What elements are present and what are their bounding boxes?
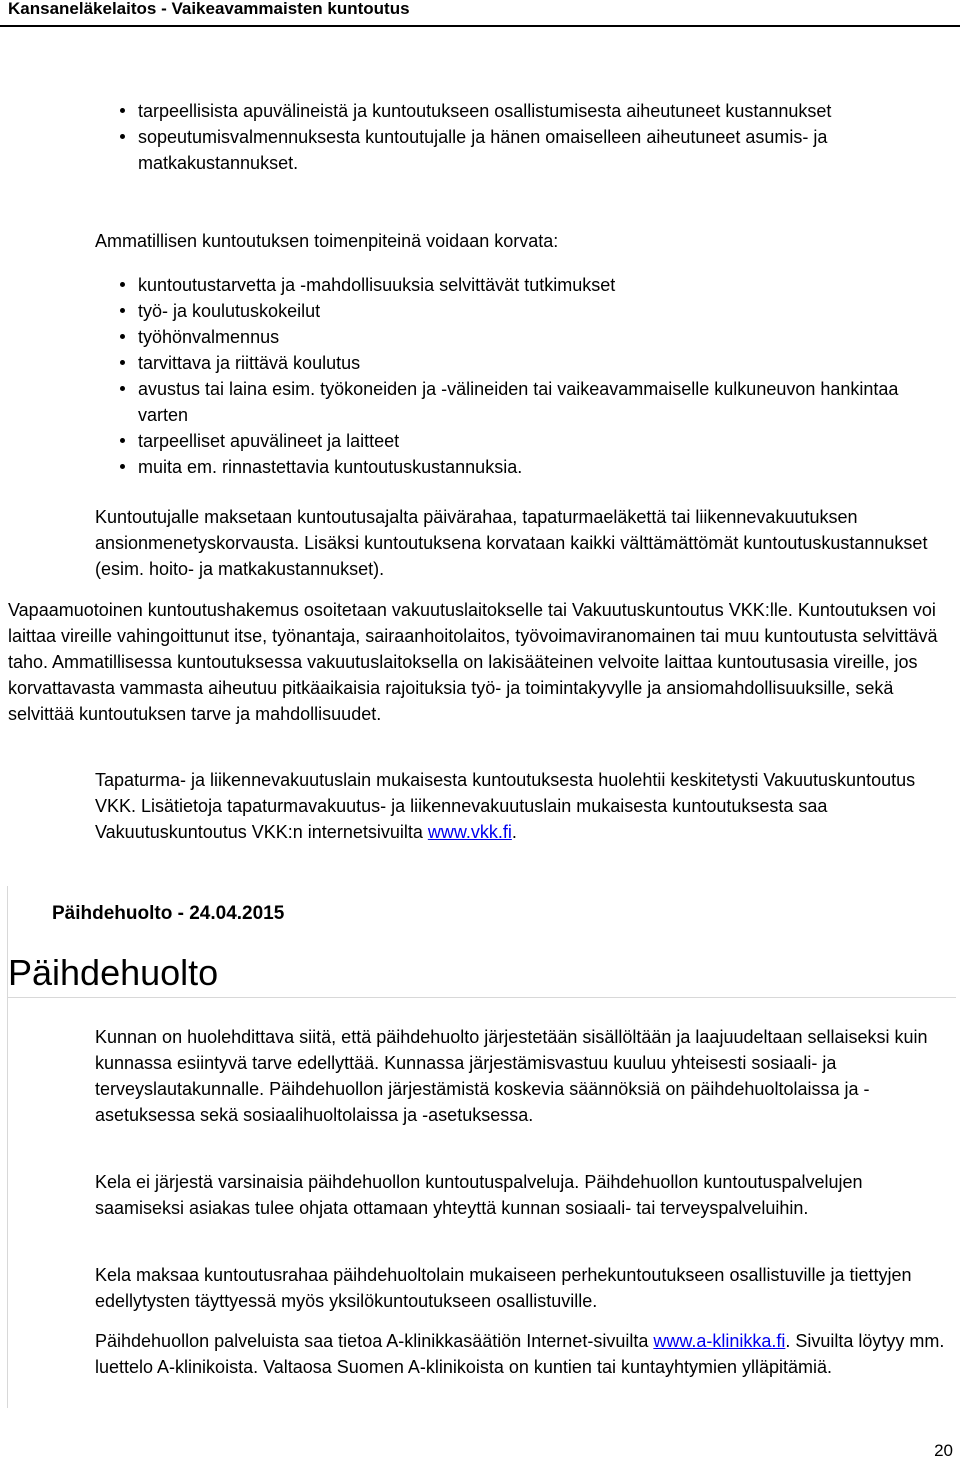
paihdehuolto-paragraph-1: Kunnan on huolehdittava siitä, että päihdehuolto järjestetään sisällöltään ja laajuudeltaan sellaiseksi kuin kunnassa esiintyvä tarve edellyttää. Kunnassa järjestämisvastuu kuuluu yhteisesti sosiaali- ja terveyslautakunnalle. Päihdehuollon järjestämistä koskevia säännöksiä on päihdehuoltolaissa ja -asetuksessa sekä sosiaalihuoltolaissa ja -asetuksessa.: [95, 1027, 928, 1125]
section-subtitle: Päihdehuolto - 24.04.2015: [52, 903, 285, 924]
list-item: avustus tai laina esim. työkoneiden ja -välineiden tai vaikeavammaiselle kulkuneuvon hankintaa varten: [138, 376, 953, 428]
list-item: kuntoutustarvetta ja -mahdollisuuksia selvittävät tutkimukset: [138, 272, 953, 298]
ammatillinen-intro: Ammatillisen kuntoutuksen toimenpiteinä voidaan korvata:: [95, 231, 559, 251]
list-item: tarvittava ja riittävä koulutus: [138, 350, 953, 376]
list-item: työ- ja koulutuskokeilut: [138, 298, 953, 324]
section-divider: [8, 997, 956, 998]
vapaamuotoinen-paragraph: Vapaamuotoinen kuntoutushakemus osoitetaan vakuutuslaitokselle tai Vakuutuskuntoutus VKK:lle. Kuntoutuksen voi laittaa vireille vahingoittunut itse, työnantaja, sairaanhoitolaitos, työvoimaviranomainen tai muu kuntoutusta selvittävä taho. Ammatillisessa kuntoutuksessa vakuutuslaitoksella on lakisääteinen velvoite laittaa kuntoutusasia vireille, jos korvattavasta vammasta aiheutuu pitkäaikaisia rajoituksia työ- ja toimintakyvylle ja ansiomahdollisuuksille, sekä selvittää kuntoutuksen tarve ja mahdollisuudet.: [8, 600, 938, 724]
ammatillinen-bullet-list: [138, 272, 953, 480]
paihdehuolto-paragraph-2: Kela ei järjestä varsinaisia päihdehuollon kuntoutuspalveluja. Päihdehuollon kuntoutuspalvelujen saamiseksi asiakas tulee ohjata ottamaan yhteyttä kunnan sosiaali- tai terveyspalveluihin.: [95, 1172, 863, 1218]
header-divider: [0, 25, 960, 27]
vkk-link[interactable]: www.vkk.fi: [427, 822, 512, 842]
tapaturma-text: Tapaturma- ja liikennevakuutuslain mukaisesta kuntoutuksesta huolehtii keskitetysti Vakuutuskuntoutus VKK. Lisätietoja tapaturmavakuutus- ja liikennevakuutuslain mukaisesta kuntoutuksesta saa Vakuutuskuntoutus VKK:n internetsivuilta: [95, 770, 916, 842]
list-item: tarpeellisista apuvälineistä ja kuntoutukseen osallistumisesta aiheutuneet kustannukset: [138, 98, 953, 124]
page-number: 20: [934, 1441, 953, 1460]
paivaraha-paragraph: Kuntoutujalle maksetaan kuntoutusajalta päivärahaa, tapaturmaeläkettä tai liikennevakuutuksen ansionmenetyskorvausta. Lisäksi kuntoutuksena korvataan kaikki välttämättömät kuntoutuskustannukset (esim. hoito- ja matkakustannukset).: [95, 507, 928, 579]
page-header-title: Kansaneläkelaitos - Vaikeavammaisten kuntoutus: [8, 0, 410, 18]
section-title: Päihdehuolto: [8, 952, 219, 993]
p4-end: . Sivuilta löytyy mm. luettelo A-klinikoista. Valtaosa Suomen A-klinikoista on kuntien tai kuntayhtymien ylläpitämiä.: [95, 1331, 945, 1377]
list-item: sopeutumisvalmennuksesta kuntoutujalle ja hänen omaiselleen aiheutuneet asumis- ja matkakustannukset.: [138, 124, 953, 176]
paihdehuolto-paragraph-4: [95, 1328, 955, 1380]
tapaturma-paragraph: [95, 767, 955, 845]
p4-text: Päihdehuollon palveluista saa tietoa A-klinikkasäätiön Internet-sivuilta: [95, 1331, 654, 1351]
paihdehuolto-paragraph-3: Kela maksaa kuntoutusrahaa päihdehuoltolain mukaiseen perhekuntoutukseen osallistuville ja tiettyjen edellytysten täyttyessä myös yksilökuntoutukseen osallistuville.: [95, 1265, 912, 1311]
tapaturma-end: .: [511, 822, 517, 842]
a-klinikka-link[interactable]: www.a-klinikka.fi: [653, 1331, 786, 1351]
list-item: muita em. rinnastettavia kuntoutuskustannuksia.: [138, 454, 953, 480]
list-item: tarpeelliset apuvälineet ja laitteet: [138, 428, 953, 454]
top-bullet-list: [138, 98, 953, 176]
list-item: työhönvalmennus: [138, 324, 953, 350]
